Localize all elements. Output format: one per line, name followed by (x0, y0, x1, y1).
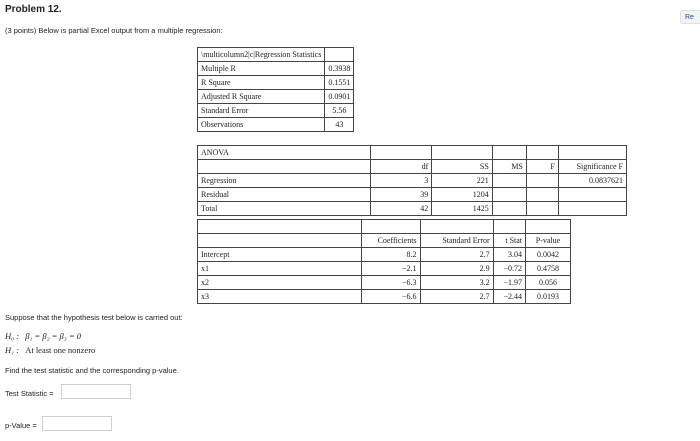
test-statistic-input[interactable] (61, 384, 131, 399)
coef-value: −6.3 (362, 276, 421, 290)
anova-ss: 1425 (432, 202, 493, 216)
anova-ss: 1204 (432, 188, 493, 202)
coef-p: 0.0042 (526, 248, 571, 262)
instruction-text: Find the test statistic and the corresponding p-value. (5, 366, 179, 375)
anova-f (526, 174, 558, 188)
coefficients-table (197, 219, 571, 304)
coef-header-coefficients: Coefficients (362, 234, 421, 248)
coef-t: 3.04 (493, 248, 525, 262)
coef-value: −6.6 (362, 290, 421, 304)
stat-value: 43 (325, 118, 354, 132)
coef-se: 2.9 (420, 262, 493, 276)
anova-df: 3 (370, 174, 432, 188)
h0-label: H₀ : (5, 331, 20, 341)
coef-se: 3.2 (420, 276, 493, 290)
stat-label: Observations (198, 118, 325, 132)
anova-row-label: Total (198, 202, 371, 216)
coef-p: 0.4758 (526, 262, 571, 276)
alternative-hypothesis (5, 345, 95, 355)
coef-header-t-stat: t Stat (493, 234, 525, 248)
stat-label: Adjusted R Square (198, 90, 325, 104)
h0-text: β₁ = β₂ = β₃ = 0 (25, 331, 81, 341)
coef-p: 0.0193 (526, 290, 571, 304)
anova-header-df: df (370, 160, 432, 174)
anova-ms (492, 174, 526, 188)
coef-row-label: x2 (198, 276, 362, 290)
anova-f (526, 188, 558, 202)
regression-statistics-table (197, 47, 354, 132)
anova-sig (558, 202, 626, 216)
anova-title: ANOVA (198, 146, 371, 160)
stat-label: R Square (198, 76, 325, 90)
problem-title: Problem 12. (5, 4, 62, 15)
stat-value: 0.0901 (325, 90, 354, 104)
coef-t: −1.97 (493, 276, 525, 290)
p-value-input[interactable] (42, 416, 112, 431)
coef-se: 2.7 (420, 290, 493, 304)
anova-ss: 221 (432, 174, 493, 188)
anova-header-ms: MS (492, 160, 526, 174)
h1-text: At least one nonzero (25, 345, 96, 355)
test-statistic-label: Test Statistic = (5, 389, 54, 398)
stat-label: Multiple R (198, 62, 325, 76)
coef-header-p-value: P-value (526, 234, 571, 248)
coef-value: −2.1 (362, 262, 421, 276)
regression-statistics-header: \multicolumn2|c|Regression Statistics (198, 48, 325, 62)
anova-df: 39 (370, 188, 432, 202)
anova-row-label: Regression (198, 174, 371, 188)
corner-tab-button[interactable]: Re (680, 10, 700, 24)
stat-label: Standard Error (198, 104, 325, 118)
coef-header-standard-error: Standard Error (420, 234, 493, 248)
anova-ms (492, 202, 526, 216)
coef-row-label: Intercept (198, 248, 362, 262)
coef-row-label: x3 (198, 290, 362, 304)
anova-header-f: F (526, 160, 558, 174)
anova-df: 42 (370, 202, 432, 216)
coef-se: 2.7 (420, 248, 493, 262)
coef-value: 8.2 (362, 248, 421, 262)
anova-sig: 0.0837621 (558, 174, 626, 188)
anova-header-ss: SS (432, 160, 493, 174)
hypothesis-intro: Suppose that the hypothesis test below is carried out: (5, 313, 183, 322)
stat-value: 0.1551 (325, 76, 354, 90)
anova-row-label: Residual (198, 188, 371, 202)
coef-row-label: x1 (198, 262, 362, 276)
p-value-label: p-Value = (5, 421, 37, 430)
anova-f (526, 202, 558, 216)
anova-header-sig: Significance F (558, 160, 626, 174)
h1-label: H₁ : (5, 345, 20, 355)
stat-value: 0.3938 (325, 62, 354, 76)
problem-subtitle: (3 points) Below is partial Excel output from a multiple regression: (5, 26, 223, 35)
coef-t: −2.44 (493, 290, 525, 304)
anova-table (197, 145, 627, 216)
anova-ms (492, 188, 526, 202)
coef-t: −0.72 (493, 262, 525, 276)
null-hypothesis (5, 331, 81, 341)
anova-sig (558, 188, 626, 202)
excel-output (197, 47, 627, 299)
coef-p: 0.056 (526, 276, 571, 290)
stat-value: 5.56 (325, 104, 354, 118)
